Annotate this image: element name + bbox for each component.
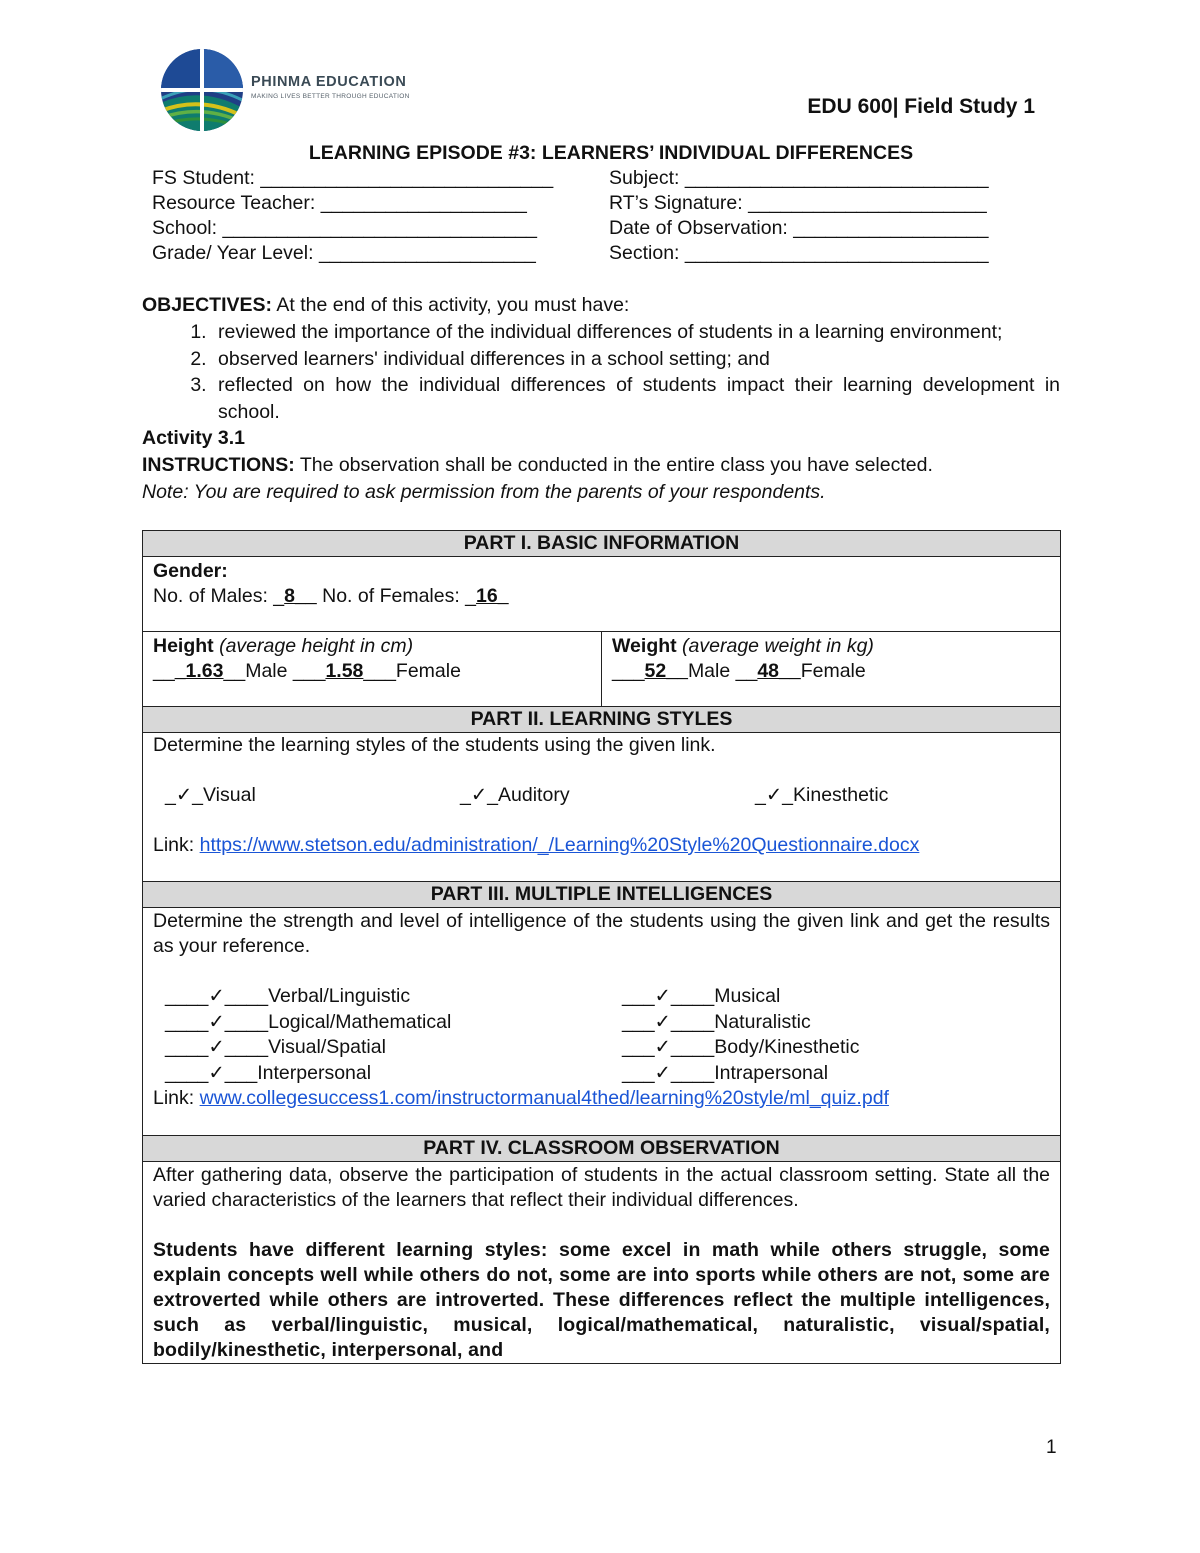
objective-item: 1. reviewed the importance of the individual differences of students in a learning environment; <box>212 319 1060 346</box>
female-weight[interactable]: 48__ <box>757 660 801 682</box>
intelligences-checklist <box>153 984 1050 1086</box>
permission-note: Note: You are required to ask permission from the parents of your respondents. <box>142 481 826 503</box>
subject-field[interactable]: Subject: ____________________________ <box>609 167 989 189</box>
part4-instruction: After gathering data, observe the participation of students in the actual classroom setting. State all the varied characteristics of the learners that reflect their individual differences. <box>153 1164 1051 1211</box>
activity-label: Activity 3.1 <box>142 427 245 449</box>
learning-styles-cell <box>143 733 1061 882</box>
rt-signature-field[interactable]: RT’s Signature: ______________________ <box>609 192 987 214</box>
gender-cell <box>143 557 1061 632</box>
document-body <box>142 141 1060 1364</box>
learning-styles-checklist <box>153 783 1050 808</box>
part4-heading: PART IV. CLASSROOM OBSERVATION <box>143 1136 1061 1162</box>
resource-teacher-field[interactable]: Resource Teacher: ___________________ <box>152 192 527 214</box>
part3-instruction: Determine the strength and level of intelligence of the students using the given link and get the results as your reference. <box>153 910 1051 957</box>
part2-link-line: Link: https://www.stetson.edu/administration/_/Learning%20Style%20Questionnaire.docx <box>153 834 920 856</box>
male-weight[interactable]: 52__ <box>644 660 688 682</box>
observation-answer[interactable]: Students have different learning styles: some excel in math while others struggle, some explain concepts well while others do not, some are into sports while others are not, some are extroverted while others are introverted. These differences reflect the multiple intelligences, such as verbal/linguistic, musical, logical/mathematical, naturalistic, visual/spatial, bodily/kinesthetic, interpersonal, and <box>153 1239 1051 1361</box>
mi-body-kinesthetic[interactable]: ___✓____Body/Kinesthetic <box>622 1036 860 1058</box>
observation-form-table <box>142 530 1061 1364</box>
objective-item: 2. observed learners' individual differences in a school setting; and <box>212 346 1060 373</box>
style-visual[interactable]: _✓_Visual <box>165 784 256 806</box>
learning-style-questionnaire-link[interactable]: https://www.stetson.edu/administration/_/Learning%20Style%20Questionnaire.docx <box>199 834 920 856</box>
instructions-label: INSTRUCTIONS: <box>142 454 295 476</box>
date-of-observation-field[interactable]: Date of Observation: __________________ <box>609 217 989 239</box>
part2-heading: PART II. LEARNING STYLES <box>143 707 1061 733</box>
episode-title: LEARNING EPISODE #3: LEARNERS’ INDIVIDUAL DIFFERENCES <box>308 142 914 164</box>
weight-values: ___52__Male __48__Female <box>612 660 866 682</box>
grade-year-level-field[interactable]: Grade/ Year Level: ____________________ <box>152 242 536 264</box>
phinma-logo <box>158 44 408 136</box>
style-kinesthetic[interactable]: _✓_Kinesthetic <box>755 784 889 806</box>
mi-naturalistic[interactable]: ___✓____Naturalistic <box>622 1010 811 1033</box>
mi-logical-mathematical[interactable]: ____✓____Logical/Mathematical <box>165 1010 452 1033</box>
objectives-label: OBJECTIVES: <box>142 294 273 316</box>
multiple-intelligences-cell <box>143 908 1061 1136</box>
part3-link-line: Link: www.collegesuccess1.com/instructormanual4thed/learning%20style/ml_quiz.pdf <box>153 1087 889 1109</box>
height-label: Height <box>153 635 214 657</box>
mi-musical[interactable]: ___✓____Musical <box>622 985 781 1007</box>
classroom-observation-cell <box>143 1162 1061 1364</box>
height-hint: (average height in cm) <box>213 635 414 657</box>
height-values: ___1.63__Male ___1.58___Female <box>153 660 461 682</box>
objectives-intro: At the end of this activity, you must have: <box>272 294 630 316</box>
gender-label: Gender: <box>153 560 228 582</box>
males-count[interactable]: 8__ <box>284 585 317 607</box>
logo-wordmark: PHINMA EDUCATION <box>251 74 407 90</box>
instructions-text: The observation shall be conducted in the entire class you have selected. <box>294 454 933 476</box>
section-field[interactable]: Section: ____________________________ <box>609 242 989 264</box>
logo-tagline: MAKING LIVES BETTER THROUGH EDUCATION <box>251 93 410 100</box>
weight-hint: (average weight in kg) <box>676 635 874 657</box>
mi-interpersonal[interactable]: ____✓___Interpersonal <box>165 1061 372 1084</box>
objectives-heading <box>142 292 1060 319</box>
mi-verbal-linguistic[interactable]: ____✓____Verbal/Linguistic <box>165 985 411 1007</box>
objective-item: 3. reflected on how the individual differences of students impact their learning development in school. <box>212 372 1060 425</box>
gender-counts: No. of Males: _8__ No. of Females: _16_ <box>153 585 509 607</box>
part3-heading: PART III. MULTIPLE INTELLIGENCES <box>143 882 1061 908</box>
female-height[interactable]: 1.58 <box>325 660 364 682</box>
phinma-globe-icon <box>158 44 246 136</box>
mi-intrapersonal[interactable]: ___✓____Intrapersonal <box>622 1061 829 1084</box>
mi-visual-spatial[interactable]: ____✓____Visual/Spatial <box>165 1036 386 1058</box>
part1-heading: PART I. BASIC INFORMATION <box>143 531 1061 557</box>
style-auditory[interactable]: _✓_Auditory <box>460 784 570 806</box>
page-number: 1 <box>1046 1437 1057 1458</box>
student-info-fields <box>142 166 1060 266</box>
fs-student-field[interactable]: FS Student: ___________________________ <box>152 167 554 189</box>
weight-cell <box>602 632 1061 707</box>
school-field[interactable]: School: _____________________________ <box>152 217 537 239</box>
part2-instruction: Determine the learning styles of the students using the given link. <box>153 734 716 756</box>
females-count[interactable]: 16_ <box>476 585 509 607</box>
male-height[interactable]: _1.63 <box>174 660 224 682</box>
height-cell <box>143 632 602 707</box>
weight-label: Weight <box>612 635 677 657</box>
course-code: EDU 600| Field Study 1 <box>807 95 1035 118</box>
mi-quiz-link[interactable]: www.collegesuccess1.com/instructormanual4thed/learning%20style/ml_quiz.pdf <box>199 1087 889 1109</box>
objectives-list <box>142 319 1060 425</box>
instructions <box>142 452 1060 479</box>
